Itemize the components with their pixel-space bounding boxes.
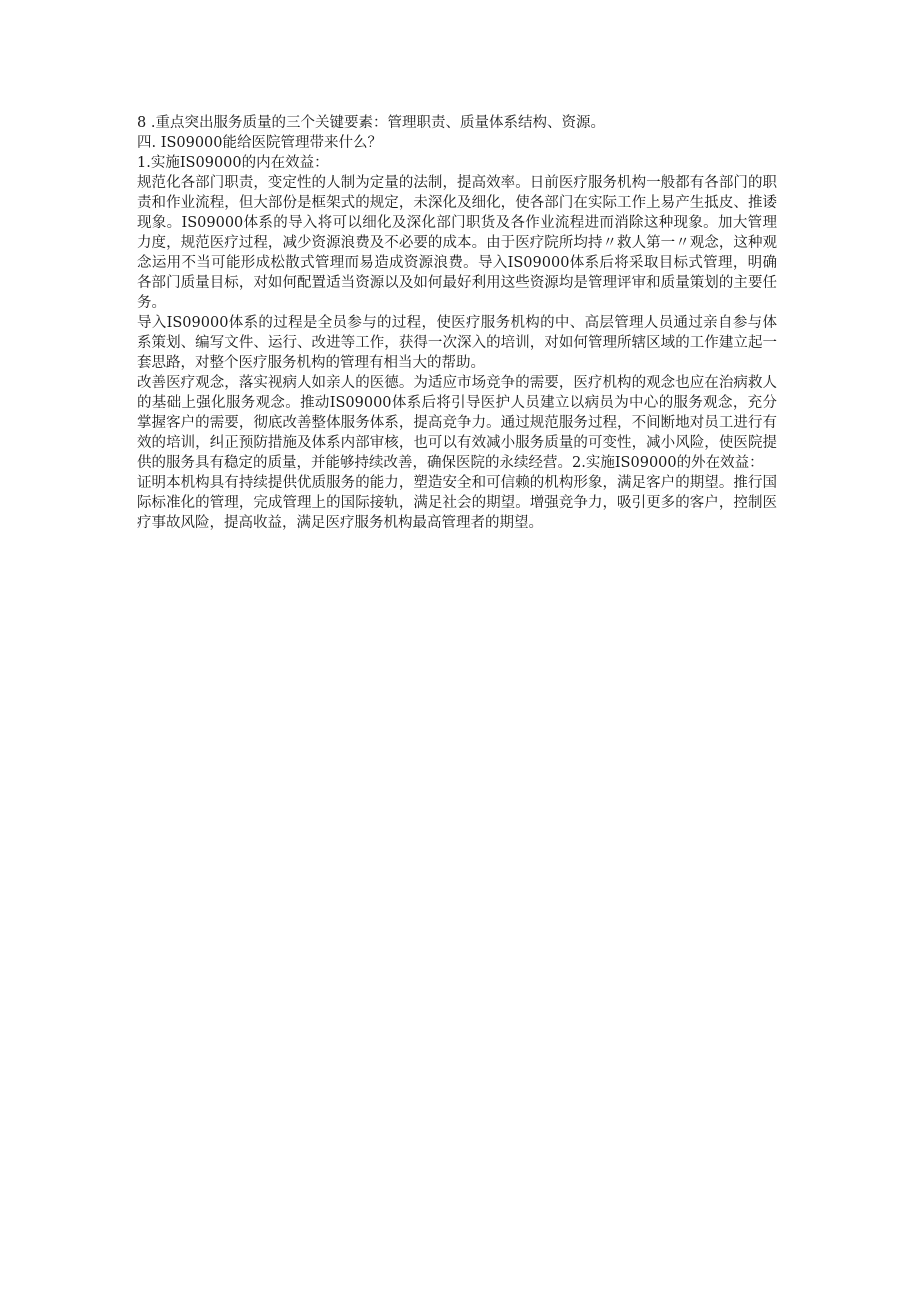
paragraph-improve-medical-concept: 改善医疗观念，落实视病人如亲人的医德。为适应市场竞争的需要，医疗机构的观念也应在治病救人的基础上强化服务观念。推动IS09000体系后将引导医护人员建立以病员为中心的服务观念，充分掌握客户的需要，彻底改善整体服务体系，提高竞争力。通过规范服务过程，不间断地对员工进行有效的培训，纠正预防措施及体系内部审核，也可以有效减小服务质量的可变性，减小风险，使医院提供的服务具有稳定的质量，并能够持续改善，确保医院的永续经营。2.实施IS09000的外在效益：: [137, 375, 777, 471]
paragraph-key-elements: 8 .重点突出服务质量的三个关键要素：管理职责、质量体系结构、资源。: [137, 115, 605, 131]
paragraph-full-participation: 导入IS09000体系的过程是全员参与的过程，使医疗服务机构的中、高层管理人员通过亲自参与体系策划、编写文件、运行、改进等工作，获得一次深入的培训，对如何管理所辖区域的工作建立起一套思路，对整个医疗服务机构的管理有相当大的帮助。: [137, 315, 777, 371]
document-body: [137, 113, 777, 533]
paragraph-standardize-responsibilities: 规范化各部门职责，变定性的人制为定量的法制，提高效率。日前医疗服务机构一般都有各部门的职责和作业流程，但大部份是框架式的规定，未深化及细化，使各部门在实际工作上易产生抵皮、推诿现象。IS09000体系的导入将可以细化及深化部门职货及各作业流程进而消除这种现象。加大管理力度，规范医疗过程，减少资源浪费及不必要的成本。由于医疗院所均持〃救人第一〃观念，这种观念运用不当可能形成松散式管理而易造成资源浪费。导入IS09000体系后将采取目标式管理，明确各部门质量目标，对如何配置适当资源以及如何最好利用这些资源均是管理评审和质量策划的主要任务。: [137, 175, 777, 311]
subheading-internal-benefits: 1.实施IS09000的内在效益：: [137, 155, 329, 171]
section-heading-iso9000-benefits: 四. IS09000能给医院管理带来什么？: [137, 135, 383, 151]
paragraph-external-benefits: 证明本机构具有持续提供优质服务的能力，塑造安全和可信赖的机构形象，满足客户的期望。推行国际标准化的管理，完成管理上的国际接轨，满足社会的期望。增强竞争力，吸引更多的客户，控制医疗事故风险，提高收益，满足医疗服务机构最高管理者的期望。: [137, 475, 777, 531]
